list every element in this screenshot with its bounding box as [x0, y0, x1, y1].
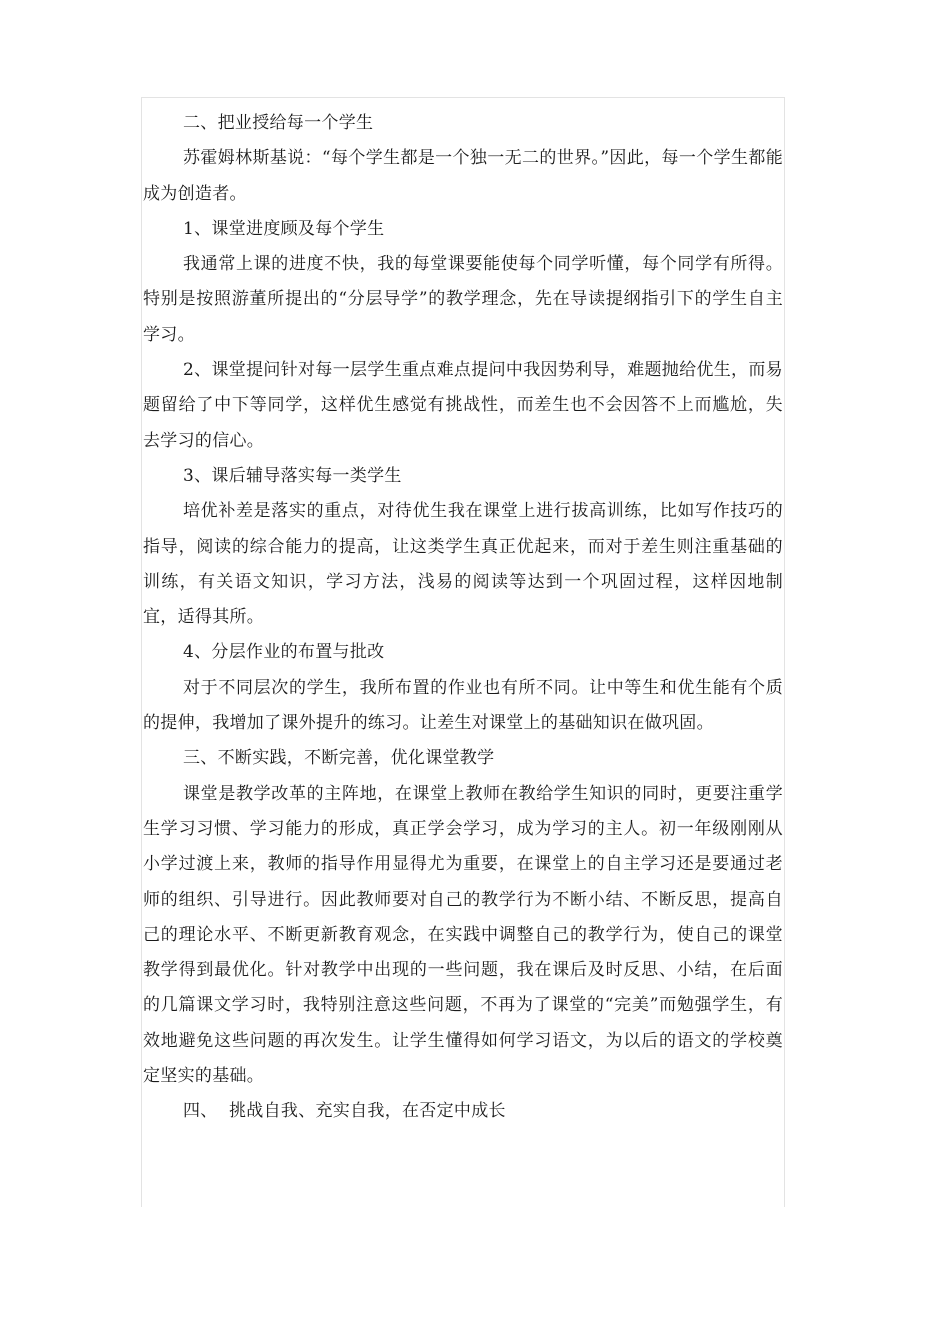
section-heading-4: 四、 挑战自我、充实自我，在否定中成长 [183, 1101, 506, 1122]
quote-paragraph: 苏霍姆林斯基说：“每个学生都是一个独一无二的世界。”因此，每一个学生都能成为创造者。 [143, 148, 783, 204]
subheading-3: 3、课后辅导落实每一类学生 [183, 465, 402, 486]
subheading-4: 4、分层作业的布置与批改 [183, 642, 385, 663]
body-paragraph-4: 对于不同层次的学生，我所布置的作业也有所不同。让中等生和优生能有个质的提伸，我增加了课外提升的练习。让差生对课堂上的基础知识在做巩固。 [143, 677, 783, 734]
section-heading-2: 二、把业授给每一个学生 [183, 113, 374, 133]
document-body [143, 106, 783, 1130]
body-paragraph-1: 我通常上课的进度不快，我的每堂课要能使每个同学听懂，每个同学有所得。特别是按照游董所提出的“分层导学”的教学理念，先在导读提纲指引下的学生自主学习。 [143, 254, 783, 345]
body-paragraph-5: 课堂是教学改革的主阵地，在课堂上教师在教给学生知识的同时，更要注重学生学习习惯、学习能力的形成，真正学会学习，成为学习的主人。初一年级刚刚从小学过渡上来，教师的指导作用显得尤为重要，在课堂上的自主学习还是要通过老师的组织、引导进行。因此教师要对自己的教学行为不断小结、不断反思，提高自己的理论水平、不断更新教育观念，在实践中调整自己的教学行为，使自己的课堂教学得到最优化。针对教学中出现的一些问题，我在课后及时反思、小结，在后面的几篇课文学习时，我特别注意这些问题，不再为了课堂的“完美”而勉强学生，有效地避免这些问题的再次发生。让学生懂得如何学习语文，为以后的语文的学校奠定坚实的基础。 [143, 783, 783, 1087]
subheading-2: 2、课堂提问针对每一层学生重点难点提问中我因势利导，难题抛给优生，而易题留给了中下等同学，这样优生感觉有挑战性，而差生也不会因答不上而尴尬，失去学习的信心。 [143, 360, 783, 451]
body-paragraph-3: 培优补差是落实的重点，对待优生我在课堂上进行拔高训练，比如写作技巧的指导，阅读的综合能力的提高，让这类学生真正优起来，而对于差生则注重基础的训练，有关语文知识，学习方法，浅易的阅读等达到一个巩固过程，这样因地制宜，适得其所。 [143, 501, 783, 628]
section-heading-3: 三、不断实践，不断完善，优化课堂教学 [183, 748, 495, 769]
subheading-1: 1、课堂进度顾及每个学生 [183, 218, 385, 239]
